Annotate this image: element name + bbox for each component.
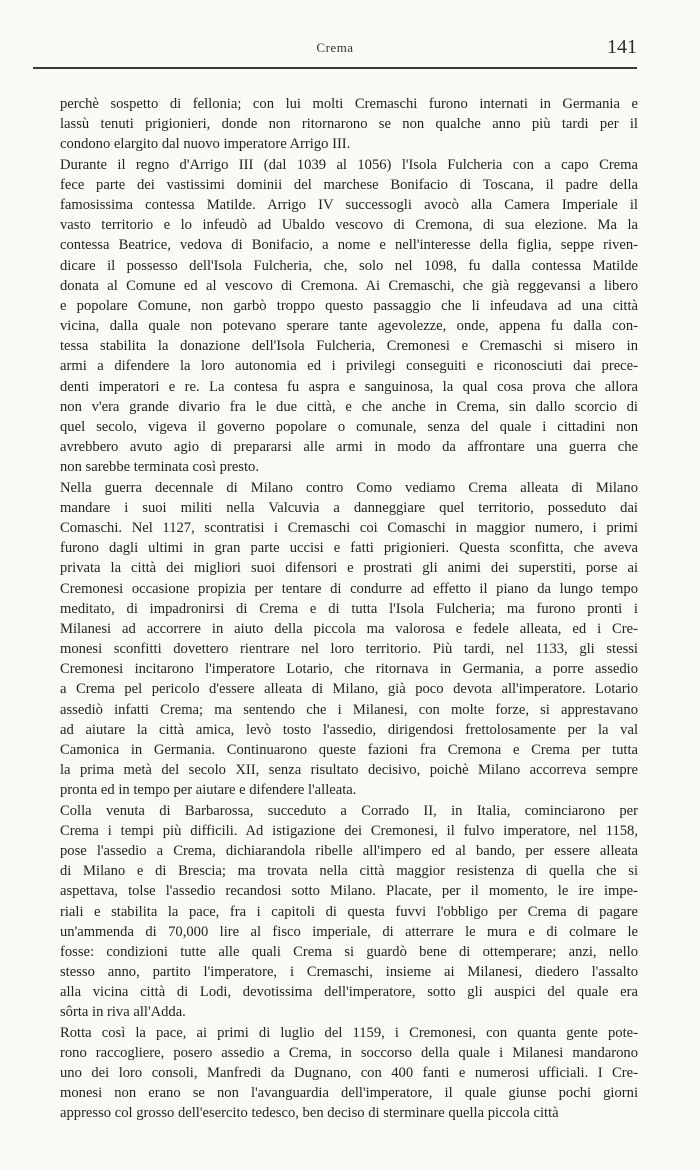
text-line: ad aiutare la città amica, levò tosto l'assedio, dirigendosi frettolosamente per la val	[60, 721, 638, 738]
text-line: fosse: condizioni tutte alle quali Crema si guardò bene di ottemperare; anzi, nello	[60, 943, 638, 960]
text-line: appresso col grosso dell'esercito tedesco, ben deciso di sterminare quella piccola città	[60, 1105, 559, 1122]
running-header	[33, 38, 637, 64]
text-line: e popolare Comune, non garbò troppo questo passaggio che li infeudava ad una città	[60, 297, 638, 314]
body-text	[60, 94, 638, 1124]
text-line: pronta ed in tempo per aiutare e difendere l'alleata.	[60, 782, 357, 799]
text-line: meditato, di impadronirsi di Crema e di tutta l'Isola Fulcheria; ma furono pronti i	[60, 600, 638, 617]
text-line: un'ammenda di 70,000 lire al fisco imperiale, di atterrare le mura e di colmare le	[60, 923, 638, 940]
text-line: assediò infatti Crema; ma sentendo che i Milanesi, con molte forze, si apprestavano	[60, 701, 638, 718]
text-line: mandare i suoi militi nella Valcuvia a danneggiare quel territorio, posseduto dai	[60, 499, 638, 516]
text-line: Milanesi ad accorrere in aiuto della piccola ma valorosa e fedele alleata, ed i Cre-	[60, 620, 638, 637]
text-line: rono raccogliere, posero assedio a Crema, in soccorso della quale i Milanesi mandarono	[60, 1044, 638, 1061]
text-line: armi a difendere la loro autonomia ed i privilegi conseguiti e riconosciuti dai prece-	[60, 358, 638, 375]
text-line: sôrta in riva all'Adda.	[60, 1004, 186, 1021]
text-line: Nella guerra decennale di Milano contro Como vediamo Crema alleata di Milano	[60, 479, 638, 496]
text-line: quel secolo, vigeva il governo popolare o comunale, senza del quale i cittadini non	[60, 419, 638, 435]
text-line: tessa stabilita la donazione dell'Isola Fulcheria, Cremonesi e Cremaschi si misero in	[60, 338, 638, 355]
text-line: famosissima contessa Matilde. Arrigo IV successogli avocò alla Camera Imperiale il	[60, 196, 638, 213]
text-line: contessa Beatrice, vedova di Bonifacio, a nome e nell'interesse della figlia, seppe riven-	[60, 237, 638, 254]
text-line: vicina, dalla quale non potevano sperare tante agevolezze, onde, appena fu dalla con-	[60, 318, 638, 335]
text-line: aspettava, tolse l'assedio recandosi sotto Milano. Placate, per il momento, le ire impe-	[60, 883, 638, 900]
text-line: fece parte dei vastissimi dominii del marchese Bonifacio di Toscana, il padre della	[60, 176, 638, 193]
text-line: Durante il regno d'Arrigo III (dal 1039 al 1056) l'Isola Fulcheria con a capo Crema	[60, 156, 638, 173]
text-line: pose l'assedio a Crema, dichiarandola ribelle all'impero ed al bando, per essere alleata	[60, 842, 638, 859]
text-line: perchè sospetto di fellonia; con lui molti Cremaschi furono internati in Germania e	[60, 96, 638, 112]
text-line: a Crema pel pericolo d'essere alleata di Milano, già poco devota all'imperatore. Lotario	[60, 681, 638, 698]
text-line: Crema i tempi più difficili. Ad istigazione dei Cremonesi, il fulvo imperatore, nel 1158,	[60, 822, 638, 839]
text-line: denti imperatori e re. La contesa fu aspra e sanguinosa, la qual cosa prova che allora	[60, 378, 638, 395]
text-line: riali e stabilita la pace, fra i capitoli di questa fuvvi l'obbligo per Crema di pagare	[60, 903, 638, 920]
text-line: vasto territorio e lo infeudò ad Ubaldo vescovo di Cremona, di sua elezione. Ma la	[60, 217, 638, 234]
text-line: non sarebbe terminata così presto.	[60, 459, 259, 476]
text-line: Comaschi. Nel 1127, scontratisi i Cremaschi coi Comaschi in maggior numero, i primi	[60, 519, 638, 536]
text-line: condono elargito dal nuovo imperatore Arrigo III.	[60, 136, 351, 153]
text-line: privata la città dei migliori suoi difensori e prostrati gli animi dei superstiti, porse ai	[60, 560, 638, 577]
header-rule	[33, 67, 637, 69]
page-number: 141	[607, 36, 637, 58]
text-line: Cremonesi incitarono l'imperatore Lotario, che ritornava in Germania, a porre assedio	[60, 661, 638, 678]
text-line: uno dei loro consoli, Manfredi da Dugnano, con 400 fanti e numerosi ufficiali. I Cre-	[60, 1065, 638, 1081]
text-line: Camonica in Germania. Continuarono queste fazioni fra Cremona e Crema per tutta	[60, 742, 638, 758]
text-line: avrebbero avuto agio di prepararsi alle armi in modo da affrontare una guerra che	[60, 439, 638, 456]
text-line: dicare il possesso dell'Isola Fulcheria, che, solo nel 1098, fu dalla contessa Matilde	[60, 257, 638, 274]
text-line: stesso anno, partito l'imperatore, i Cremaschi, insieme ai Milanesi, diedero l'assalto	[60, 964, 638, 981]
text-line: donata al Comune ed al vescovo di Cremona. Ai Cremaschi, che già reggevansi a libero	[60, 277, 638, 294]
text-line: Rotta così la pace, ai primi di luglio del 1159, i Cremonesi, con quanta gente pote-	[60, 1024, 638, 1041]
text-line: monesi non erano se non l'avanguardia dell'imperatore, il quale giunse pochi giorni	[60, 1085, 638, 1102]
text-line: Colla venuta di Barbarossa, succeduto a Corrado II, in Italia, cominciarono per	[60, 802, 638, 819]
text-line: la prima metà del secolo XII, senza risultato decisivo, poichè Milano accorreva sempre	[60, 762, 638, 779]
text-line: lassù tenuti prigionieri, donde non ritornarono se non qualche anno più tardi per il	[60, 116, 638, 133]
text-line: furono dagli ultimi in gran parte uccisi e fatti prigionieri. Questa sconfitta, che aveva	[60, 540, 638, 557]
running-title: Crema	[316, 40, 354, 55]
text-line: non v'era grande divario fra le due città, e che anche in Crema, sin dallo scorcio di	[60, 398, 638, 415]
text-line: alla vicina città di Lodi, devotissima dell'imperatore, sotto gli auspici del quale era	[60, 984, 638, 1001]
text-line: Cremonesi occasione propizia per tentare di condurre ad effetto il piano da lungo tempo	[60, 580, 638, 597]
text-line: di Milano e di Brescia; ma trovata nella città maggior resistenza di quella che si	[60, 863, 638, 880]
text-line: monesi sconfitti dovettero rientrare nel loro territorio. Più tardi, nel 1133, gli stessi	[60, 641, 638, 658]
